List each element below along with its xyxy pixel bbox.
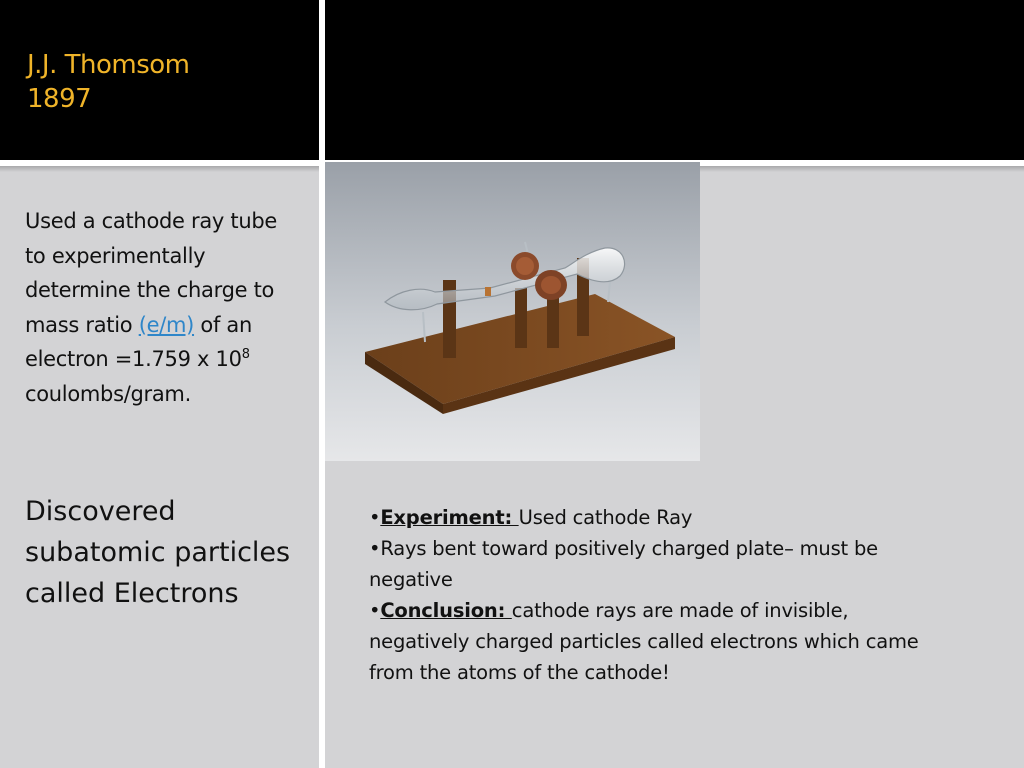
note-text: cathode rays are made of invisible, negatively charged particles called electrons which came from the atoms of the cathode!: [369, 599, 919, 684]
discovery-text: Discovered subatomic particles called Electrons: [25, 496, 291, 609]
em-ratio-link[interactable]: (e/m): [138, 312, 195, 337]
bullet-dot: •: [369, 537, 381, 560]
note-rays-bent: [369, 533, 949, 595]
description-text: [25, 204, 295, 411]
panel-top-shadow: [0, 166, 319, 172]
note-experiment: [369, 502, 949, 533]
title-year: 1897: [27, 84, 92, 114]
title-name: J.J. Thomsom: [27, 50, 190, 80]
note-text: Rays bent toward positively charged plate– must be negative: [369, 537, 878, 591]
bullet-dot: •: [369, 506, 381, 529]
experiment-notes: [369, 502, 949, 688]
title-panel: [0, 0, 319, 160]
description-intro: Used a cathode ray tube to experimentally determine the charge to mass ratio: [25, 209, 278, 337]
description-unit: coulombs/gram.: [25, 381, 191, 406]
header-panel: [325, 0, 1024, 160]
note-conclusion: [369, 595, 949, 688]
cathode-ray-tube-photo: [325, 162, 700, 461]
bullet-dot: •: [369, 599, 381, 622]
exponent: 8: [241, 347, 250, 362]
note-label: Conclusion:: [380, 599, 512, 622]
note-text: Used cathode Ray: [518, 506, 693, 529]
description-value: of an electron =1.759 x 10: [25, 312, 253, 371]
slide-title: [27, 48, 190, 116]
note-label: Experiment:: [380, 506, 519, 529]
